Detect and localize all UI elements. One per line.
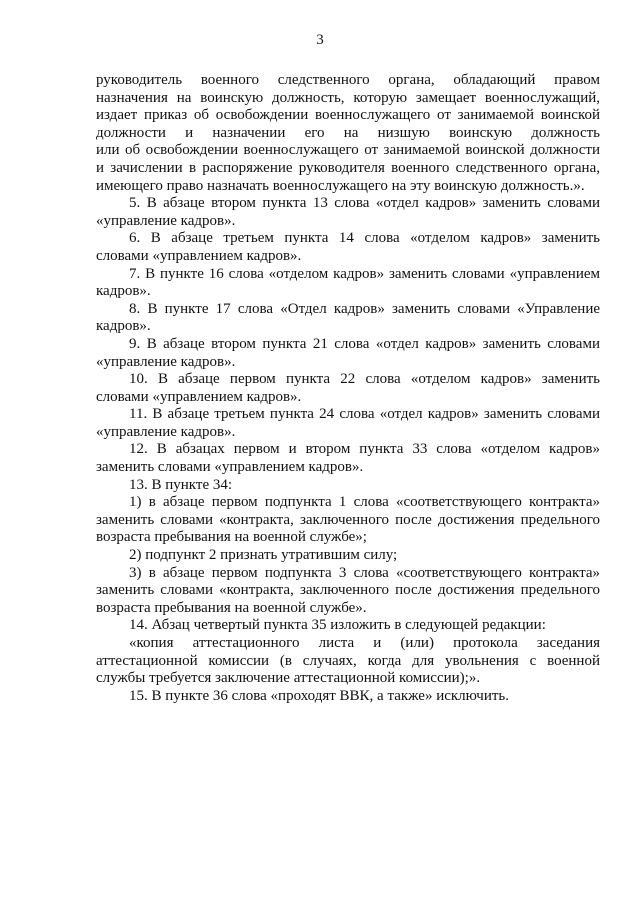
text-line: заменить словами «контракта, заключенного после достижения предельного [96, 511, 600, 528]
text-line: 3) в абзаце первом подпункта 3 слова «соответствующего контракта» [129, 564, 600, 581]
text-line: словами «управлением кадров». [96, 247, 302, 264]
text-line: имеющего право назначать военнослужащего на эту воинскую должность.». [96, 177, 585, 194]
text-line: «управление кадров». [96, 423, 236, 440]
text-line: кадров». [96, 318, 151, 335]
text-line: 8. В пункте 17 слова «Отдел кадров» заменить словами «Управление [129, 300, 600, 317]
text-line: заменить словами «контракта, заключенного после достижения предельного [96, 582, 600, 599]
text-line: «копия аттестационного листа и (или) протокола заседания [129, 635, 600, 651]
text-line: издает приказ об освобождении военнослужащего от занимаемой воинской [96, 107, 600, 124]
text-line: возраста пребывания на военной службе»; [96, 529, 367, 546]
text-line: руководитель военного следственного органа, обладающий правом [96, 72, 600, 88]
text-line: возраста пребывания на военной службе». [96, 599, 367, 616]
text-line: назначения на воинскую должность, которую замещает военнослужащий, [96, 89, 600, 106]
text-line: 2) подпункт 2 признать утратившим силу; [129, 547, 398, 564]
text-line: 10. В абзаце первом пункта 22 слова «отделом кадров» заменить [129, 371, 600, 388]
text-line: 15. В пункте 36 слова «проходят ВВК, а также» исключить. [129, 687, 510, 704]
text-line: «управление кадров». [96, 353, 236, 370]
text-line: 11. В абзаце третьем пункта 24 слова «отдел кадров» заменить словами [129, 406, 600, 423]
page-number: 3 [316, 32, 324, 48]
text-line: 7. В пункте 16 слова «отделом кадров» заменить словами «управлением [129, 265, 600, 282]
text-line: 5. В абзаце втором пункта 13 слова «отдел кадров» заменить словами [129, 195, 600, 212]
text-line: «управление кадров». [96, 212, 236, 229]
document-body [96, 72, 600, 705]
text-line: службы требуется заключение аттестационной комиссии);». [96, 670, 481, 687]
text-line: должности и назначении его на низшую воинскую должность [96, 124, 600, 141]
text-line: заменить словами «управлением кадров». [96, 459, 364, 476]
text-line: 1) в абзаце первом подпункта 1 слова «соответствующего контракта» [129, 494, 600, 511]
text-line: словами «управлением кадров». [96, 388, 302, 405]
text-line: 9. В абзаце втором пункта 21 слова «отдел кадров» заменить словами [129, 335, 600, 352]
text-line: аттестационной комиссии (в случаях, когда для увольнения с военной [96, 652, 600, 669]
text-line: 13. В пункте 34: [129, 476, 233, 493]
text-line: 12. В абзацах первом и втором пункта 33 слова «отделом кадров» [129, 441, 600, 458]
text-line: или об освобождении военнослужащего от занимаемой воинской должности [96, 142, 600, 159]
text-line: и зачислении в распоряжение руководителя военного следственного органа, [96, 159, 600, 176]
text-line: 6. В абзаце третьем пункта 14 слова «отделом кадров» заменить [129, 230, 600, 247]
text-line: кадров». [96, 283, 151, 300]
text-line: 14. Абзац четвертый пункта 35 изложить в следующей редакции: [129, 617, 546, 634]
